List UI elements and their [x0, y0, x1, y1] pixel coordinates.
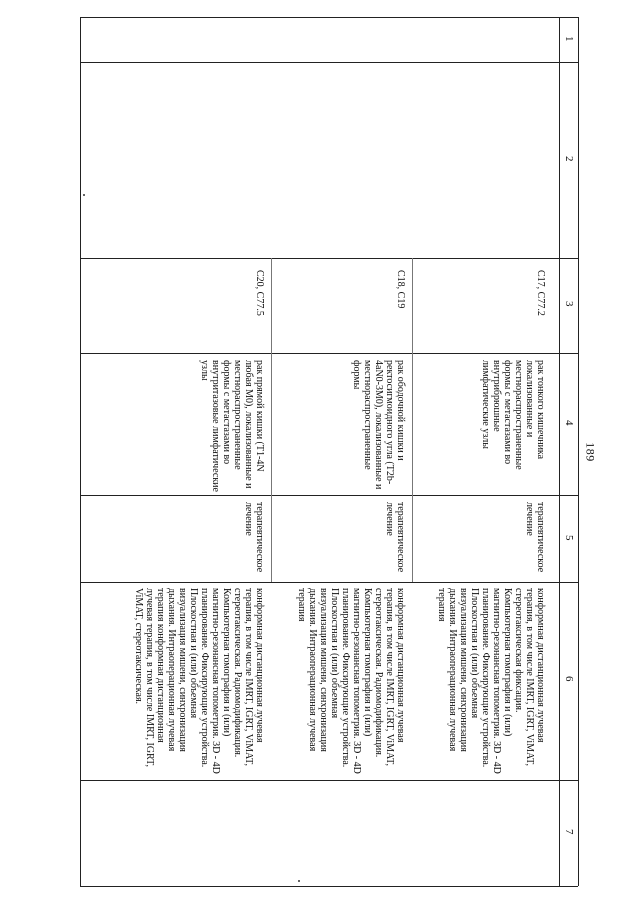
col-sep-1 — [80, 62, 578, 63]
table-border-bottom — [80, 886, 578, 887]
col-sep-3 — [80, 353, 578, 354]
row1-code: C17, C77.2 — [535, 270, 546, 316]
col-header-5: 5 — [563, 535, 575, 541]
table-border-top — [80, 17, 578, 18]
col-header-1: 1 — [563, 36, 575, 42]
row3-diagnosis: рак прямой кишки (T1-4N любая M0), локализованные и местнораспространенные формы с метастазами во внутритазовые лимфатические узлы — [199, 360, 265, 492]
row2-diagnosis: рак ободочной кишки и ректосигмоидного угла (T2b-4aN0-3M0), локализованные и местнораспространенные формы — [351, 360, 406, 490]
col-header-6: 6 — [563, 676, 575, 682]
scan-speck — [83, 194, 85, 196]
header-separator — [559, 17, 560, 886]
row-sep-1 — [412, 258, 413, 582]
col-header-7: 7 — [563, 829, 575, 835]
table-border-right — [578, 17, 579, 886]
page-number: 189 — [583, 442, 598, 462]
col-sep-5 — [80, 582, 578, 583]
row1-diagnosis: рак тонкого кишечника локализованные и местнораспространенные формы с метастазами во внутрибрюшные лимфатические узлы — [480, 360, 546, 470]
col-sep-2 — [80, 258, 578, 259]
row3-method: конформная дистанционная лучевая терапия, в том числе IMRT, IGRT, ViMAT, стереотаксическая. Радиомодификация. Компьютерная томография и (или) магнитно-резонансная топометрия. 3D - 4D планирование. Фиксирующие устройства. Плоскостная и (или) объемная визуализация мишени, синхронизация дыхания. Интраоперационная лучевая терапия конформная дистанционная лучевая терапия, в том числе IMRT, IGRT, ViMAT, стереотаксическая. — [133, 588, 265, 774]
col-sep-4 — [80, 495, 578, 496]
row1-treatment-type: терапевтическое лечение — [524, 502, 546, 573]
col-header-3: 3 — [563, 301, 575, 307]
row1-method: конформная дистанционная лучевая терапия, в том числе IMRT, IGRT, ViMAT, стереотаксическая фиксация. Компьютерная томография и (или) магнитно-резонансная топометрия. 3D - 4D планирование. Фиксирующие устройства. Плоскостная и (или) объемная визуализация мишени, синхронизация дыхания. Интраоперационная лучевая терапия — [436, 588, 546, 774]
row-sep-2 — [271, 258, 272, 582]
col-header-4: 4 — [563, 420, 575, 426]
scan-speck — [298, 880, 300, 882]
row2-treatment-type: терапевтическое лечение — [384, 502, 406, 573]
row2-method: конформная дистанционная лучевая терапия, в том числе IMRT, IGRT, ViMAT, стереотаксическая. Радиомодификация. Компьютерная томография и (или) магнитно-резонансная топометрия. 3D - 4D планирование. Фиксирующие устройства. Плоскостная и (или) объемная визуализация мишени, синхронизация дыхания. Интраоперационная лучевая терапия — [296, 588, 406, 774]
row2-code: C18, C19 — [395, 270, 406, 309]
row3-code: C20, C77.5 — [254, 270, 265, 316]
row3-treatment-type: терапевтическое лечение — [243, 502, 265, 573]
table-border-left — [80, 17, 81, 886]
col-sep-6 — [80, 780, 578, 781]
col-header-2: 2 — [563, 156, 575, 162]
